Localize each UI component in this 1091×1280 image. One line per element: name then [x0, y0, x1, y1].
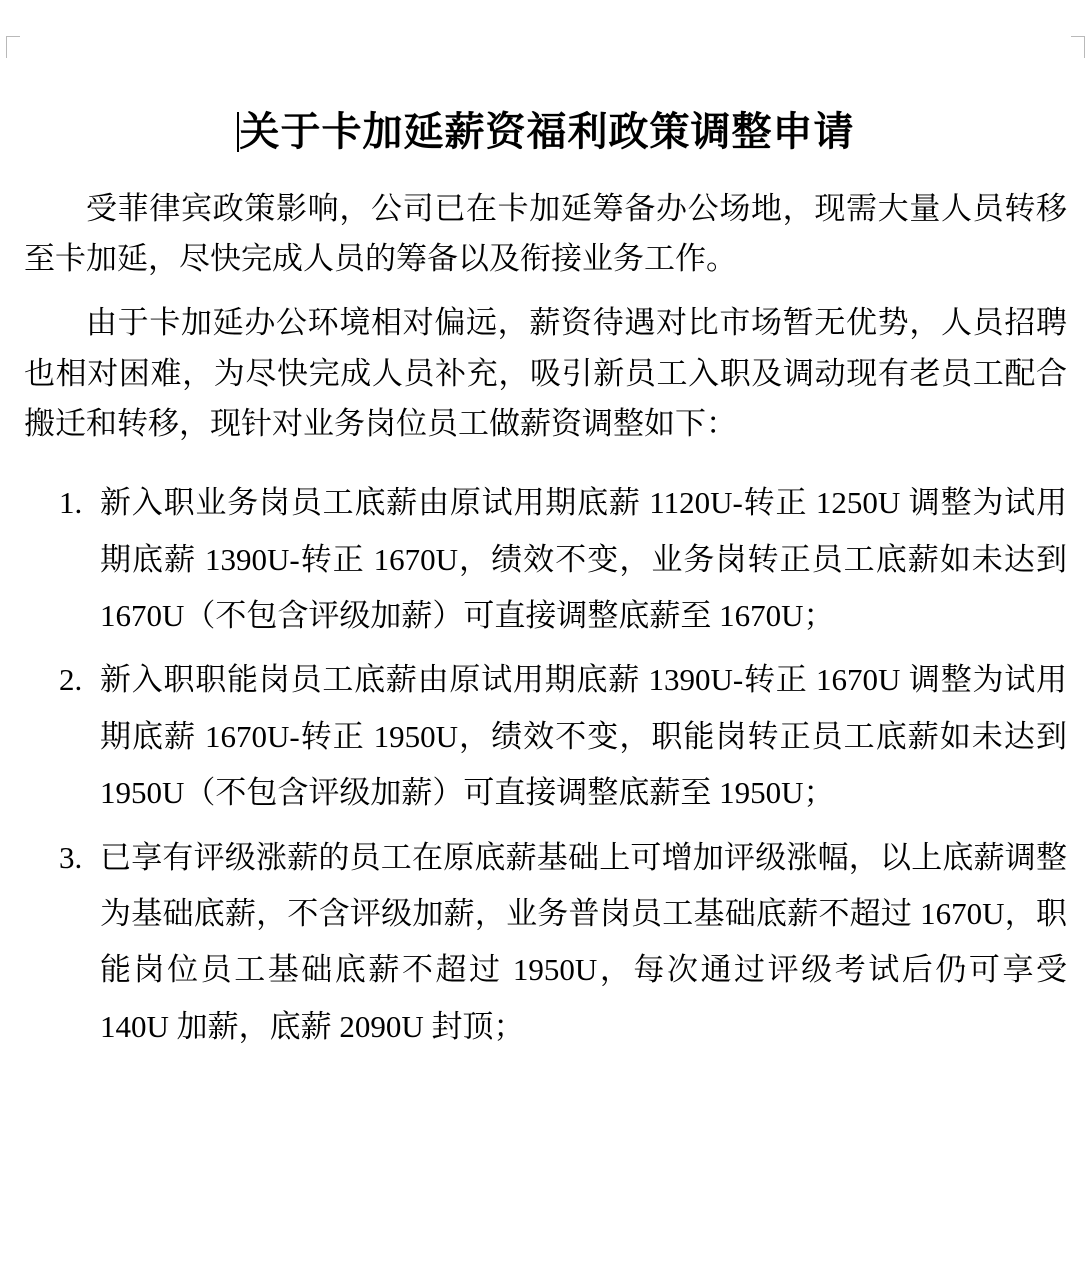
document-title: [14, 108, 1077, 156]
paragraph-1: 受菲律宾政策影响，公司已在卡加延筹备办公场地，现需大量人员转移至卡加延，尽快完成人员的筹备以及衔接业务工作。: [24, 191, 1067, 277]
numbered-list: [24, 475, 1067, 1055]
list-item: 2. 新入职职能岗员工底薪由原试用期底薪 1390U-转正 1670U 调整为试用期底薪 1670U-转正 1950U，绩效不变，职能岗转正员工底薪如未达到 1950U（不包含评级加薪）可直接调整底薪至 1950U；: [90, 652, 1067, 821]
list-item: 1. 新入职业务岗员工底薪由原试用期底薪 1120U-转正 1250U 调整为试用期底薪 1390U-转正 1670U，绩效不变，业务岗转正员工底薪如未达到 1670U（不包含评级加薪）可直接调整底薪至 1670U；: [90, 475, 1067, 644]
paragraph-2: 由于卡加延办公环境相对偏远，薪资待遇对比市场暂无优势，人员招聘也相对困难，为尽快完成人员补充，吸引新员工入职及调动现有老员工配合搬迁和转移，现针对业务岗位员工做薪资调整如下：: [24, 305, 1067, 441]
text-cursor: [237, 112, 239, 152]
list-item: 3. 已享有评级涨薪的员工在原底薪基础上可增加评级涨幅，以上底薪调整为基础底薪，不含评级加薪，业务普岗员工基础底薪不超过 1670U，职能岗位员工基础底薪不超过 1950U，每次通过评级考试后仍可享受 140U 加薪，底薪 2090U 封顶；: [90, 830, 1067, 1056]
document-title-text: 关于卡加延薪资福利政策调整申请: [239, 109, 855, 154]
